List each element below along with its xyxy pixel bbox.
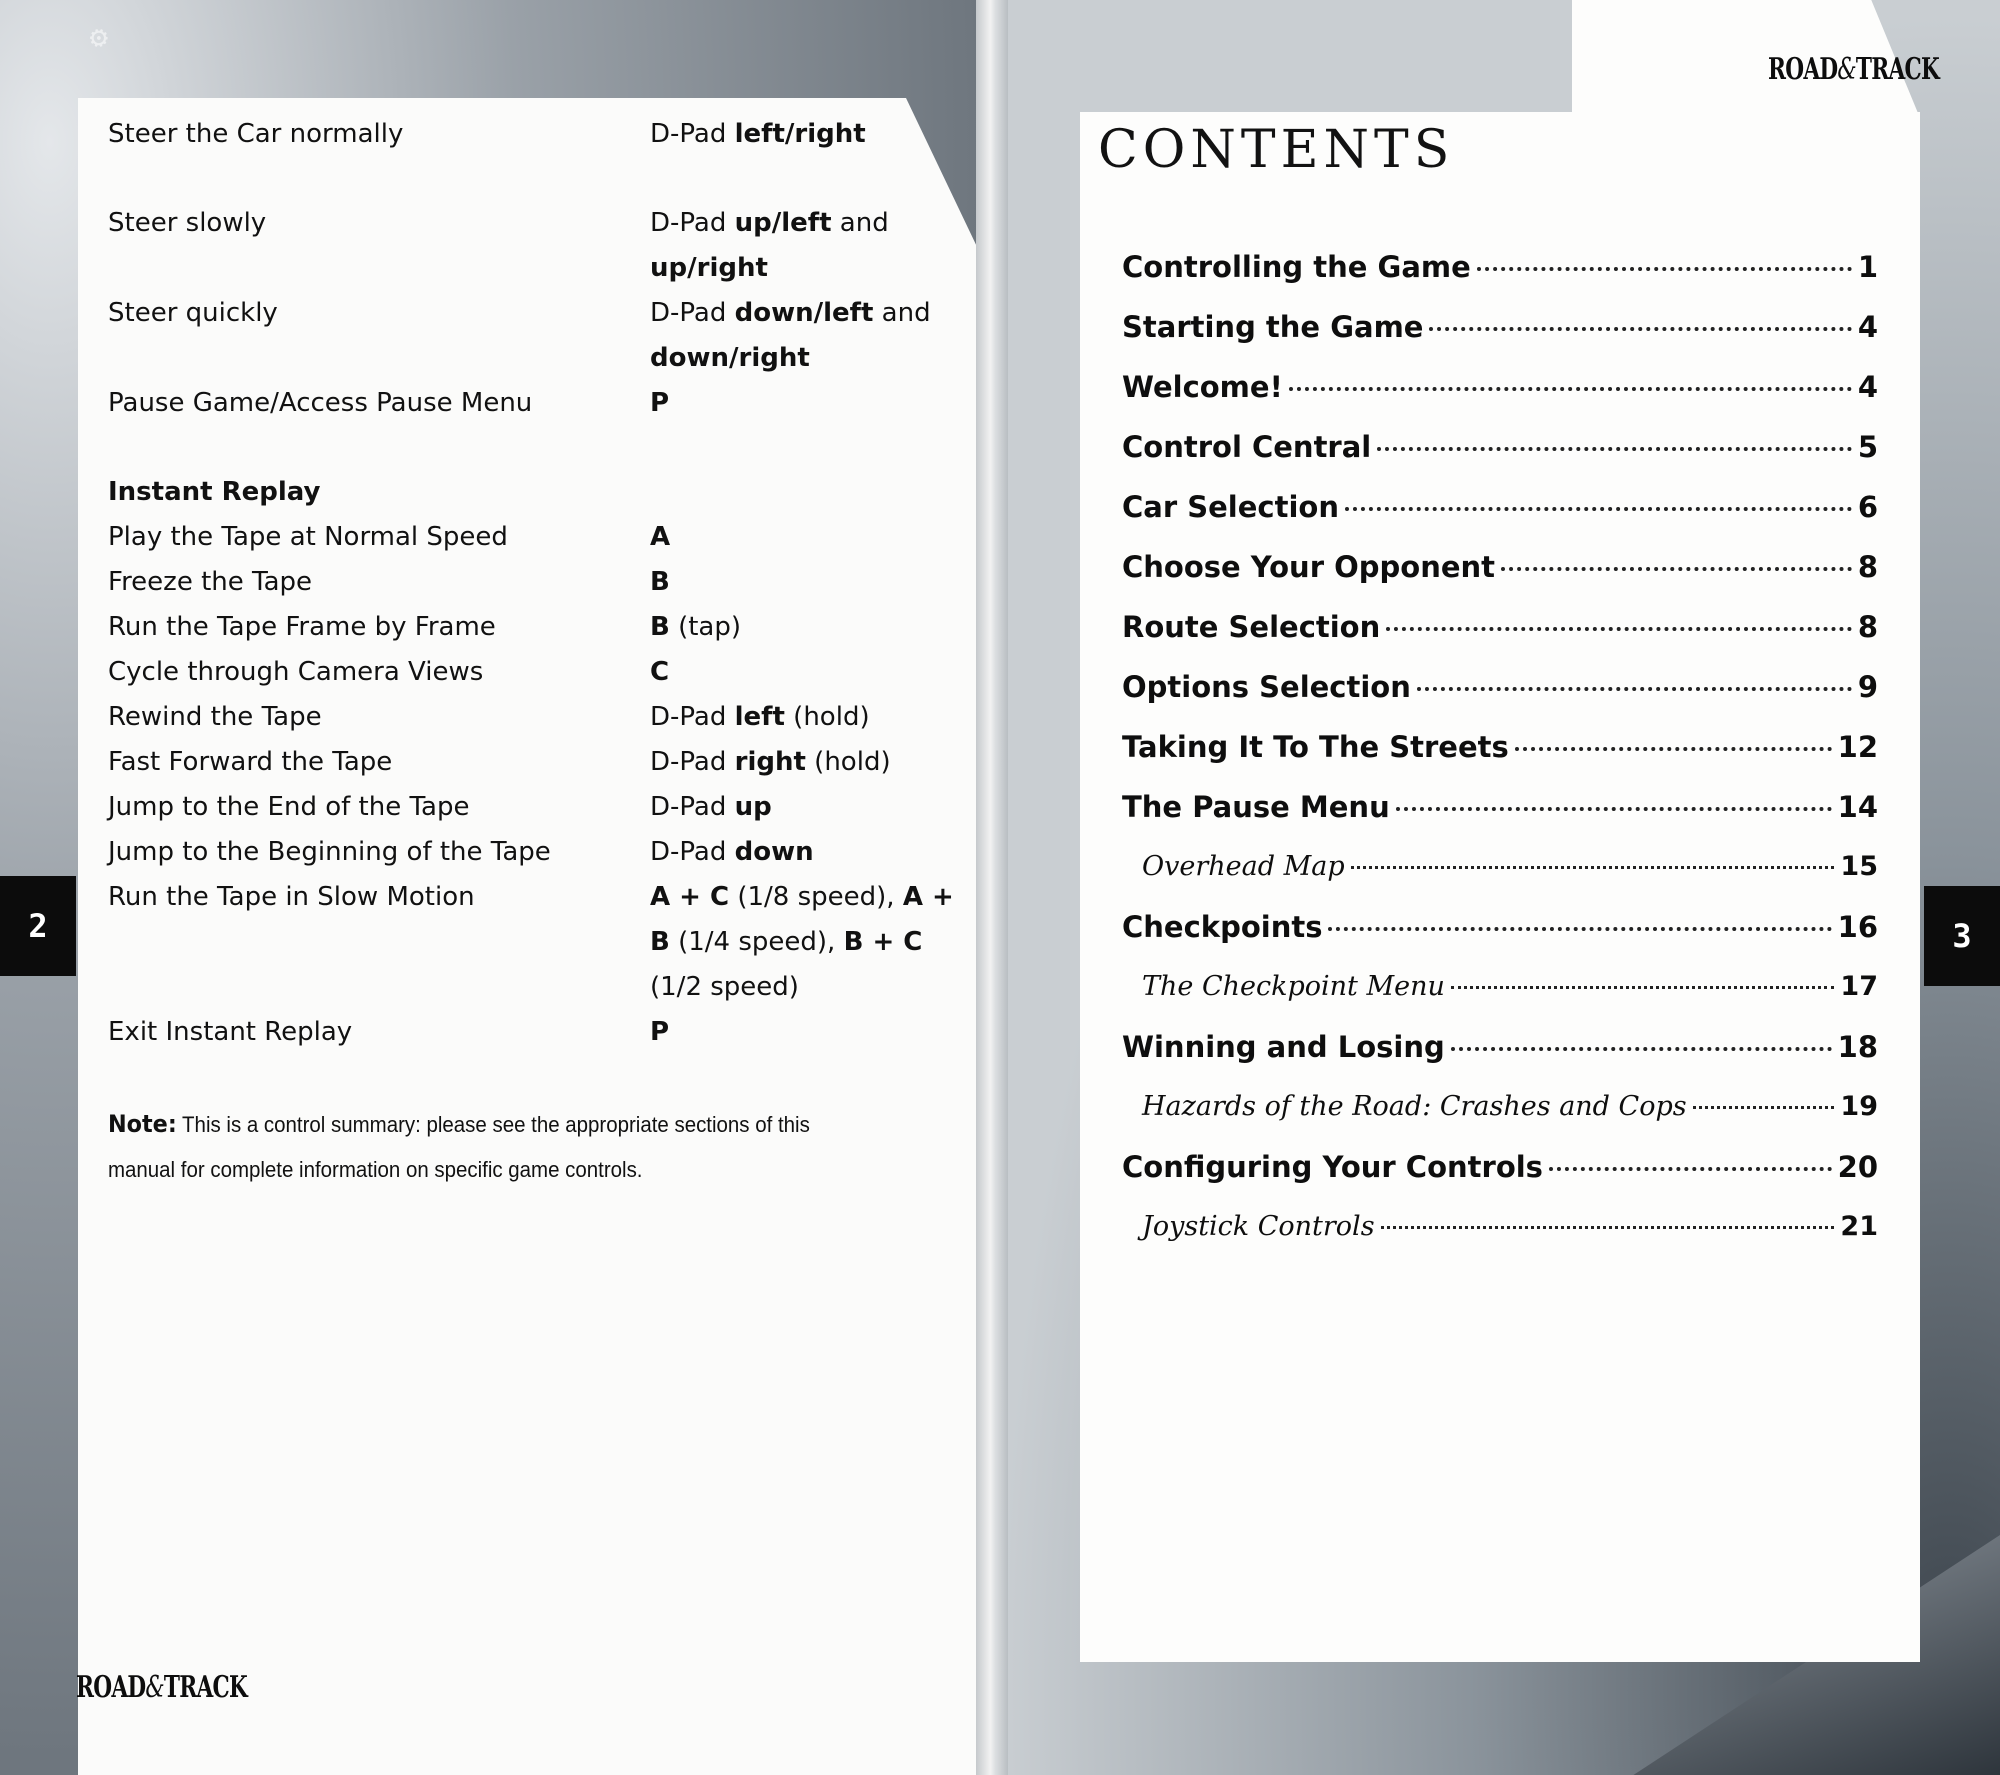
control-key <box>650 830 970 875</box>
control-action: Steer slowly <box>108 208 267 238</box>
toc-entry <box>1122 537 1878 597</box>
key-segment: right <box>734 747 806 777</box>
control-row <box>108 381 948 426</box>
toc-label: The Checkpoint Menu <box>1142 971 1445 1002</box>
key-segment: (1/2 speed) <box>650 972 799 1002</box>
page-number-tab-left <box>0 876 76 976</box>
key-segment: left <box>734 702 785 732</box>
toc-label: Overhead Map <box>1142 851 1345 882</box>
toc-entry <box>1122 897 1878 957</box>
toc-label: Joystick Controls <box>1142 1211 1375 1242</box>
toc-entry <box>1122 597 1878 657</box>
toc-page-number: 1 <box>1857 250 1878 284</box>
dot-leader <box>1386 627 1852 631</box>
toc-entry <box>1122 1137 1878 1197</box>
toc-entry <box>1122 777 1878 837</box>
dot-leader <box>1351 866 1835 869</box>
control-action: Steer the Car normally <box>108 119 404 149</box>
dot-leader <box>1377 447 1852 451</box>
control-key <box>650 1010 970 1055</box>
toc-subentry <box>1122 957 1878 1017</box>
control-action: Pause Game/Access Pause Menu <box>108 388 533 418</box>
key-segment: and <box>873 298 931 328</box>
toc-subentry <box>1122 1077 1878 1137</box>
key-segment: B <box>650 567 670 597</box>
key-segment: C <box>650 657 670 687</box>
control-action: Run the Tape Frame by Frame <box>108 612 496 642</box>
control-key <box>650 112 970 157</box>
dot-leader <box>1501 567 1852 571</box>
section-heading: Instant Replay <box>108 477 321 507</box>
toc-label: Checkpoints <box>1122 910 1323 944</box>
dot-leader <box>1693 1106 1835 1109</box>
toc-label: Welcome! <box>1122 370 1283 404</box>
control-row <box>108 560 948 605</box>
toc-page-number: 12 <box>1837 730 1878 764</box>
dial-decoration: ⚙ <box>84 17 114 58</box>
toc-entry <box>1122 357 1878 417</box>
key-segment: (tap) <box>669 612 742 642</box>
key-segment: D-Pad <box>650 747 735 777</box>
control-key <box>650 650 970 695</box>
control-key <box>650 201 970 291</box>
control-row <box>108 650 948 695</box>
control-action: Play the Tape at Normal Speed <box>108 522 508 552</box>
dot-leader <box>1549 1167 1832 1171</box>
toc-page-number: 14 <box>1837 790 1878 824</box>
road-track-logo-left: ROAD&TRACK <box>76 1670 248 1705</box>
key-segment: down/right <box>650 343 810 373</box>
dot-leader <box>1477 267 1852 271</box>
control-row <box>108 830 948 875</box>
key-segment: B + C <box>843 927 923 957</box>
control-row <box>108 291 948 381</box>
key-segment: D-Pad <box>650 837 735 867</box>
key-segment: and <box>831 208 889 238</box>
toc-page-number: 17 <box>1840 971 1878 1002</box>
key-segment: down <box>734 837 814 867</box>
dot-leader <box>1328 927 1831 931</box>
key-segment: A + B <box>650 882 954 957</box>
control-action: Exit Instant Replay <box>108 1017 353 1047</box>
control-action: Steer quickly <box>108 298 278 328</box>
toc-page-number: 15 <box>1840 851 1878 882</box>
toc-entry <box>1122 657 1878 717</box>
control-row <box>108 470 948 515</box>
toc-entry <box>1122 237 1878 297</box>
toc-page-number: 19 <box>1840 1091 1878 1122</box>
key-segment: up <box>734 792 772 822</box>
page-number-tab-right <box>1924 886 2000 986</box>
note-text: This is a control summary: please see the appropriate sections of this manual for complete information on specific game controls. <box>108 1112 810 1182</box>
control-action: Jump to the Beginning of the Tape <box>108 837 551 867</box>
control-key <box>650 785 970 830</box>
key-segment: left/right <box>734 119 866 149</box>
control-action: Freeze the Tape <box>108 567 313 597</box>
toc-subentry <box>1122 837 1878 897</box>
control-row <box>108 605 948 650</box>
control-action: Rewind the Tape <box>108 702 322 732</box>
toc-entry <box>1122 1017 1878 1077</box>
key-segment: P <box>650 388 670 418</box>
toc-page-number: 4 <box>1857 310 1878 344</box>
toc-page-number: 4 <box>1857 370 1878 404</box>
table-of-contents <box>1122 237 1878 1257</box>
key-segment: (hold) <box>805 747 891 777</box>
key-segment: up/right <box>650 253 768 283</box>
toc-entry <box>1122 297 1878 357</box>
key-segment: (hold) <box>784 702 870 732</box>
key-segment: D-Pad <box>650 702 735 732</box>
key-segment: D-Pad <box>650 208 735 238</box>
key-segment: B <box>650 612 670 642</box>
control-action: Cycle through Camera Views <box>108 657 484 687</box>
key-segment: A <box>650 522 671 552</box>
toc-label: Starting the Game <box>1122 310 1424 344</box>
control-key <box>650 560 970 605</box>
toc-page-number: 9 <box>1857 670 1878 704</box>
key-segment: D-Pad <box>650 792 735 822</box>
toc-entry <box>1122 717 1878 777</box>
dot-leader <box>1381 1226 1835 1229</box>
key-segment: down/left <box>734 298 874 328</box>
control-note <box>108 1102 824 1192</box>
control-row <box>108 112 948 157</box>
note-label: Note: <box>108 1110 177 1138</box>
toc-label: Hazards of the Road: Crashes and Cops <box>1142 1091 1687 1122</box>
control-key <box>650 470 970 515</box>
toc-page-number: 16 <box>1837 910 1878 944</box>
toc-subentry <box>1122 1197 1878 1257</box>
dot-leader <box>1451 1047 1832 1051</box>
page-number-right: 3 <box>1952 917 1972 955</box>
dot-leader <box>1515 747 1832 751</box>
toc-label: Taking It To The Streets <box>1122 730 1509 764</box>
toc-label: Winning and Losing <box>1122 1030 1445 1064</box>
key-segment: (1/8 speed), <box>729 882 903 912</box>
control-row <box>108 740 948 785</box>
control-key <box>650 291 970 381</box>
toc-page-number: 6 <box>1857 490 1878 524</box>
dot-leader <box>1451 986 1835 989</box>
toc-label: Controlling the Game <box>1122 250 1471 284</box>
control-action: Jump to the End of the Tape <box>108 792 470 822</box>
control-row <box>108 1010 948 1055</box>
toc-page-number: 8 <box>1857 610 1878 644</box>
key-segment: D-Pad <box>650 119 735 149</box>
control-key <box>650 605 970 650</box>
dot-leader <box>1289 387 1852 391</box>
page-number-left: 2 <box>28 907 48 945</box>
control-key <box>650 515 970 560</box>
toc-label: Choose Your Opponent <box>1122 550 1496 584</box>
control-row <box>108 785 948 830</box>
key-segment: D-Pad <box>650 298 735 328</box>
control-row <box>108 515 948 560</box>
toc-page-number: 8 <box>1857 550 1878 584</box>
road-track-logo-right: ROAD&TRACK <box>1768 52 1940 87</box>
control-key <box>650 875 970 1010</box>
toc-label: Options Selection <box>1122 670 1411 704</box>
control-row <box>108 875 954 1010</box>
toc-entry <box>1122 477 1878 537</box>
toc-page-number: 21 <box>1840 1211 1878 1242</box>
contents-title: CONTENTS <box>1098 120 1455 180</box>
toc-label: The Pause Menu <box>1122 790 1390 824</box>
dot-leader <box>1429 327 1851 331</box>
control-row <box>108 695 948 740</box>
dot-leader <box>1396 807 1832 811</box>
dot-leader <box>1417 687 1852 691</box>
toc-label: Car Selection <box>1122 490 1339 524</box>
dot-leader <box>1345 507 1852 511</box>
control-action: Fast Forward the Tape <box>108 747 393 777</box>
control-action: Run the Tape in Slow Motion <box>108 882 475 912</box>
toc-page-number: 18 <box>1837 1030 1878 1064</box>
controls-table <box>108 112 954 1055</box>
control-row <box>108 201 948 291</box>
key-segment: A + C <box>650 882 730 912</box>
toc-label: Configuring Your Controls <box>1122 1150 1543 1184</box>
key-segment: P <box>650 1017 670 1047</box>
toc-entry <box>1122 417 1878 477</box>
toc-page-number: 20 <box>1837 1150 1878 1184</box>
key-segment: (1/4 speed), <box>669 927 844 957</box>
control-key <box>650 740 970 785</box>
key-segment: up/left <box>734 208 832 238</box>
toc-page-number: 5 <box>1857 430 1878 464</box>
book-spine <box>976 0 1008 1775</box>
toc-label: Route Selection <box>1122 610 1381 644</box>
toc-label: Control Central <box>1122 430 1372 464</box>
control-key <box>650 381 970 426</box>
control-key <box>650 695 970 740</box>
